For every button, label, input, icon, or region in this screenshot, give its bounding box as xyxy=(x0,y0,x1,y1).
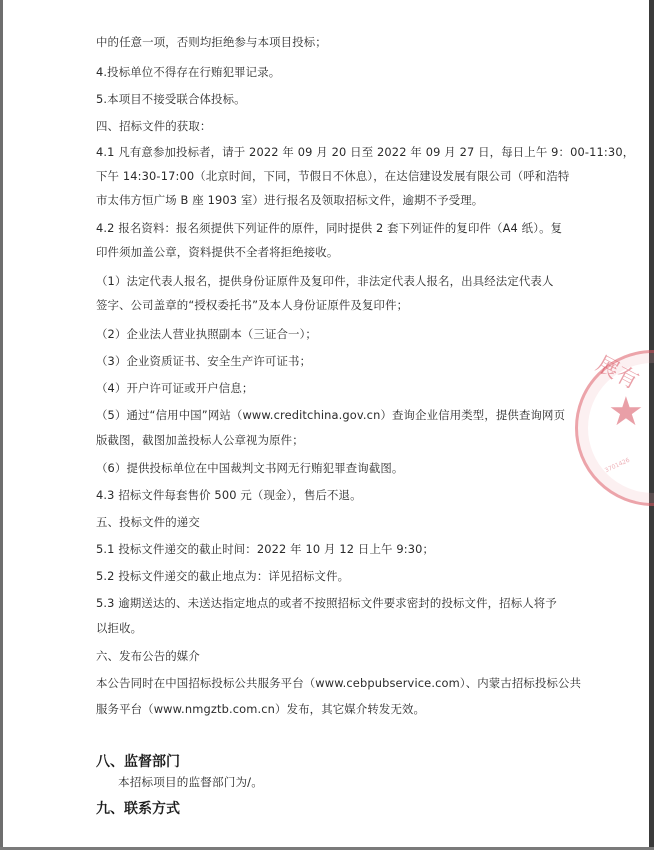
section-heading: 五、投标文件的递交 xyxy=(96,515,200,529)
text-line: 4.2 报名资料：报名须提供下列证件的原件，同时提供 2 套下列证件的复印件（A4 纸）。复 xyxy=(96,221,563,235)
section-8-body: 本招标项目的监督部门为/。 xyxy=(118,775,263,789)
text-line: 下午 14:30-17:00（北京时间，下同，节假日不休息），在达信建设发展有限公司（呼和浩特 xyxy=(96,169,570,183)
list-item: （5）通过“信用中国”网站（www.creditchina.gov.cn）查询企业信用类型，提供查询网页 xyxy=(96,408,566,422)
section-8-heading: 八、监督部门 xyxy=(96,754,180,770)
list-item: （6）提供投标单位在中国裁判文书网无行贿犯罪查询截图。 xyxy=(96,461,404,475)
text-line: 5.本项目不接受联合体投标。 xyxy=(96,92,246,106)
text-line: 4.3 招标文件每套售价 500 元（现金），售后不退。 xyxy=(96,488,362,502)
list-item: （3）企业资质证书、安全生产许可证书； xyxy=(96,354,312,368)
text-line: （1）法定代表人报名，提供身份证原件及复印件，非法定代表人报名，出具经法定代表人 xyxy=(96,274,554,288)
text-line: 市太伟方恒广场 B 座 1903 室）进行报名及领取招标文件，逾期不予受理。 xyxy=(96,193,484,207)
text-line: 中的任意一项，否则均拒绝参与本项目投标； xyxy=(96,35,327,49)
section-heading: 四、招标文件的获取： xyxy=(96,119,212,133)
list-item: （4）开户许可证或开户信息； xyxy=(96,381,254,395)
text-line: 5.1 投标文件递交的截止时间：2022 年 10 月 12 日上午 9:30； xyxy=(96,542,435,556)
text-line: 签字、公司盖章的“授权委托书”及本人身份证原件及复印件； xyxy=(96,298,409,312)
text-line: 4.1 凡有意参加投标者，请于 2022 年 09 月 20 日至 2022 年 09 月 27 日，每日上午 9：00-11:30， xyxy=(96,145,635,159)
text-line: 本公告同时在中国招标投标公共服务平台（www.cebpubservice.com）、内蒙古招标投标公共 xyxy=(96,676,582,690)
list-item: （2）企业法人营业执照副本（三证合一）； xyxy=(96,327,317,341)
section-heading: 六、发布公告的媒介 xyxy=(96,649,200,663)
text-line: 4.投标单位不得存在行贿犯罪记录。 xyxy=(96,65,281,79)
seal-text: 展有 xyxy=(591,351,643,395)
section-9-heading: 九、联系方式 xyxy=(96,801,180,817)
text-line: 5.2 投标文件递交的截止地点为：详见招标文件。 xyxy=(96,569,350,583)
text-line: 以拒收。 xyxy=(96,621,143,635)
text-line: 版截图，截图加盖投标人公章视为原件； xyxy=(96,433,304,447)
seal-star-icon: ★ xyxy=(608,389,644,435)
page-edge-left xyxy=(0,0,3,850)
text-line: 服务平台（www.nmgztb.com.cn）发布，其它媒介转发无效。 xyxy=(96,702,426,716)
text-line: 5.3 逾期送达的、未送达指定地点的或者不按照招标文件要求密封的投标文件，招标人将予 xyxy=(96,596,557,610)
seal-number: 3701426 xyxy=(603,456,631,475)
text-line: 印件须加盖公章，资料提供不全者将拒绝接收。 xyxy=(96,245,339,259)
